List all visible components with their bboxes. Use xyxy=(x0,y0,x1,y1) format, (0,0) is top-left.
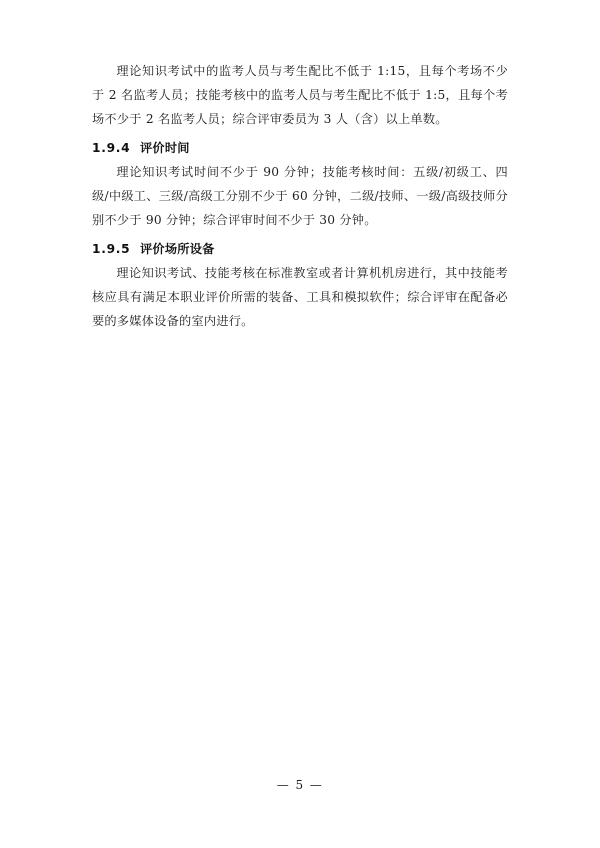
heading-number: 1.9.4 xyxy=(92,141,131,156)
paragraph-evaluation-time: 理论知识考试时间不少于 90 分钟；技能考核时间：五级/初级工、四级/中级工、三级/高级工分别不少于 60 分钟，二级/技师、一级/高级技师分别不少于 90 分钟；综合评审时间不少于 30 分钟。 xyxy=(92,165,508,227)
page-number-footer: — 5 — xyxy=(276,778,324,792)
paragraph-evaluation-venue: 理论知识考试、技能考核在标准教室或者计算机机房进行，其中技能考核应具有满足本职业评价所需的装备、工具和模拟软件；综合评审在配备必要的多媒体设备的室内进行。 xyxy=(92,266,508,328)
heading-title: 评价场所设备 xyxy=(140,242,215,257)
heading-evaluation-venue xyxy=(92,238,508,262)
heading-title: 评价时间 xyxy=(140,141,190,156)
document-body xyxy=(92,60,508,334)
heading-number: 1.9.5 xyxy=(92,242,131,257)
paragraph-supervisor-ratio: 理论知识考试中的监考人员与考生配比不低于 1:15，且每个考场不少于 2 名监考人员；技能考核中的监考人员与考生配比不低于 1:5，且每个考场不少于 2 名监考人员；综合评审委员为 3 人（含）以上单数。 xyxy=(92,64,508,126)
heading-evaluation-time xyxy=(92,137,508,161)
